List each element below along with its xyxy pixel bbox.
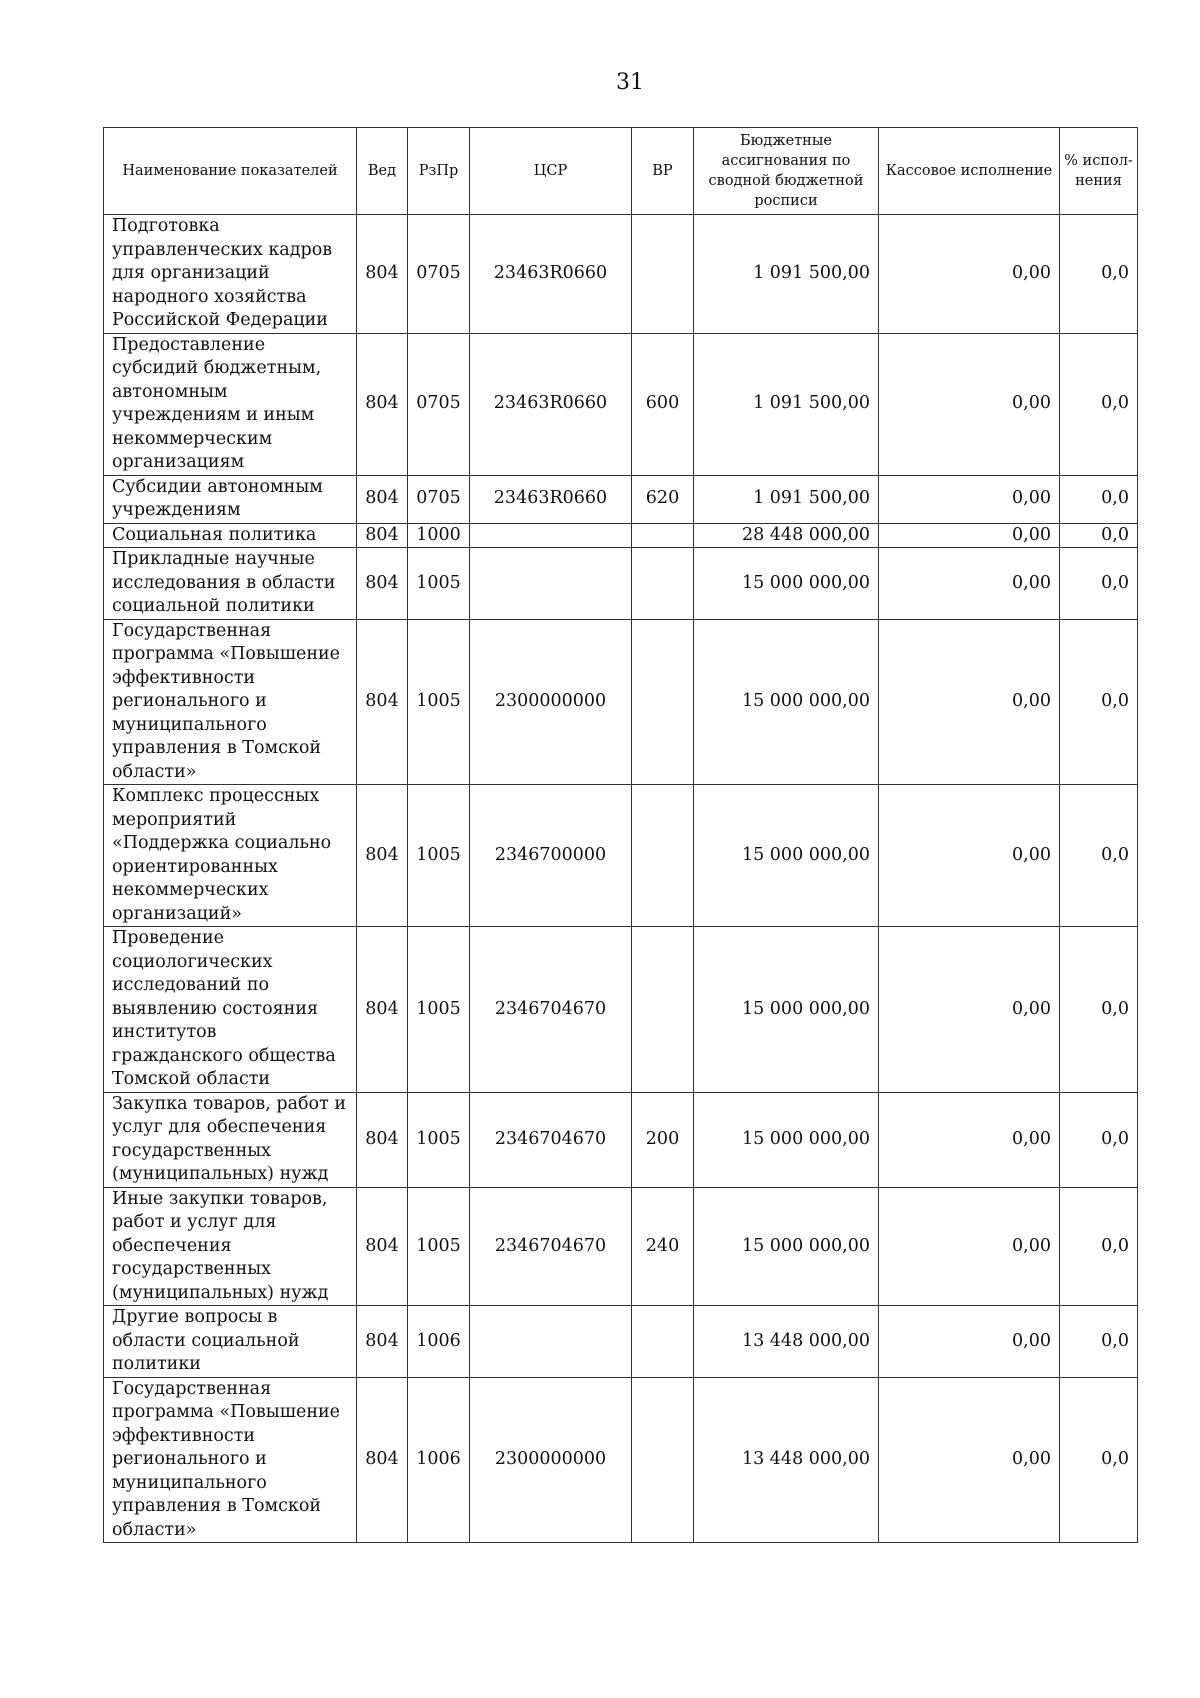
row-percent: 0,0 — [1060, 548, 1138, 620]
row-percent: 0,0 — [1060, 1377, 1138, 1543]
header-vr: ВР — [632, 128, 694, 215]
row-ved: 804 — [357, 475, 408, 523]
row-name: Комплекс процессных мероприятий «Поддержка социально ориентированных некоммерческих организаций» — [104, 785, 357, 927]
row-budget: 13 448 000,00 — [694, 1306, 879, 1378]
row-name: Предоставление субсидий бюджетным, автономным учреждениям и иным некоммерческим организациям — [104, 333, 357, 475]
row-cash: 0,00 — [879, 1092, 1060, 1187]
row-name: Прикладные научные исследования в области социальной политики — [104, 548, 357, 620]
row-cash: 0,00 — [879, 548, 1060, 620]
row-name: Государственная программа «Повышение эффективности регионального и муниципального управления в Томской области» — [104, 1377, 357, 1543]
row-csr: 2300000000 — [470, 1377, 632, 1543]
row-rzpr: 1006 — [408, 1306, 470, 1378]
row-name: Иные закупки товаров, работ и услуг для обеспечения государственных (муниципальных) нужд — [104, 1187, 357, 1306]
row-percent: 0,0 — [1060, 619, 1138, 785]
row-cash: 0,00 — [879, 1377, 1060, 1543]
row-budget: 15 000 000,00 — [694, 1187, 879, 1306]
row-cash: 0,00 — [879, 475, 1060, 523]
row-csr — [470, 548, 632, 620]
row-ved: 804 — [357, 333, 408, 475]
row-vr — [632, 1306, 694, 1378]
table-row — [104, 548, 1138, 620]
row-budget: 15 000 000,00 — [694, 785, 879, 927]
row-csr: 2346700000 — [470, 785, 632, 927]
table-row — [104, 215, 1138, 334]
row-percent: 0,0 — [1060, 1306, 1138, 1378]
row-rzpr: 1006 — [408, 1377, 470, 1543]
row-budget: 15 000 000,00 — [694, 548, 879, 620]
row-budget: 15 000 000,00 — [694, 1092, 879, 1187]
row-percent: 0,0 — [1060, 523, 1138, 548]
table-header-row — [104, 128, 1138, 215]
budget-execution-table — [103, 127, 1138, 1543]
row-vr — [632, 1377, 694, 1543]
row-ved: 804 — [357, 785, 408, 927]
row-cash: 0,00 — [879, 215, 1060, 334]
row-percent: 0,0 — [1060, 333, 1138, 475]
row-cash: 0,00 — [879, 1187, 1060, 1306]
row-ved: 804 — [357, 927, 408, 1093]
row-ved: 804 — [357, 548, 408, 620]
row-rzpr: 0705 — [408, 215, 470, 334]
table-row — [104, 523, 1138, 548]
row-vr — [632, 927, 694, 1093]
table-row — [104, 1092, 1138, 1187]
row-cash: 0,00 — [879, 619, 1060, 785]
table-row — [104, 475, 1138, 523]
row-rzpr: 1005 — [408, 785, 470, 927]
row-rzpr: 0705 — [408, 333, 470, 475]
row-percent: 0,0 — [1060, 1092, 1138, 1187]
row-ved: 804 — [357, 1306, 408, 1378]
row-budget: 1 091 500,00 — [694, 475, 879, 523]
header-name: Наименование показателей — [104, 128, 357, 215]
row-ved: 804 — [357, 1187, 408, 1306]
row-csr: 23463R0660 — [470, 215, 632, 334]
row-percent: 0,0 — [1060, 927, 1138, 1093]
row-budget: 1 091 500,00 — [694, 333, 879, 475]
row-name: Государственная программа «Повышение эффективности регионального и муниципального управления в Томской области» — [104, 619, 357, 785]
row-budget: 28 448 000,00 — [694, 523, 879, 548]
table-row — [104, 333, 1138, 475]
header-ved: Вед — [357, 128, 408, 215]
row-rzpr: 1005 — [408, 1092, 470, 1187]
row-csr: 2346704670 — [470, 1187, 632, 1306]
row-vr — [632, 619, 694, 785]
row-percent: 0,0 — [1060, 1187, 1138, 1306]
header-csr: ЦСР — [470, 128, 632, 215]
row-cash: 0,00 — [879, 523, 1060, 548]
row-name: Другие вопросы в области социальной политики — [104, 1306, 357, 1378]
table-row — [104, 1377, 1138, 1543]
row-rzpr: 1005 — [408, 1187, 470, 1306]
row-csr: 23463R0660 — [470, 333, 632, 475]
row-name: Социальная политика — [104, 523, 357, 548]
row-ved: 804 — [357, 215, 408, 334]
row-csr: 2346704670 — [470, 927, 632, 1093]
row-name: Подготовка управленческих кадров для организаций народного хозяйства Российской Федерации — [104, 215, 357, 334]
row-csr: 2300000000 — [470, 619, 632, 785]
row-cash: 0,00 — [879, 1306, 1060, 1378]
row-vr: 620 — [632, 475, 694, 523]
row-percent: 0,0 — [1060, 785, 1138, 927]
row-budget: 13 448 000,00 — [694, 1377, 879, 1543]
row-vr — [632, 785, 694, 927]
row-rzpr: 1005 — [408, 927, 470, 1093]
header-cash-execution: Кассовое исполнение — [879, 128, 1060, 215]
row-cash: 0,00 — [879, 333, 1060, 475]
row-percent: 0,0 — [1060, 215, 1138, 334]
row-vr: 200 — [632, 1092, 694, 1187]
row-rzpr: 1000 — [408, 523, 470, 548]
row-vr: 600 — [632, 333, 694, 475]
header-execution-percent: % испол- нения — [1060, 128, 1138, 215]
row-vr — [632, 548, 694, 620]
row-rzpr: 0705 — [408, 475, 470, 523]
row-name: Проведение социологических исследований по выявлению состояния институтов гражданского общества Томской области — [104, 927, 357, 1093]
row-cash: 0,00 — [879, 785, 1060, 927]
row-name: Закупка товаров, работ и услуг для обеспечения государственных (муниципальных) нужд — [104, 1092, 357, 1187]
table-row — [104, 1187, 1138, 1306]
header-budget-allocations: Бюджетные ассигнования по сводной бюджетной росписи — [694, 128, 879, 215]
row-ved: 804 — [357, 619, 408, 785]
row-ved: 804 — [357, 1092, 408, 1187]
row-rzpr: 1005 — [408, 548, 470, 620]
row-percent: 0,0 — [1060, 475, 1138, 523]
row-vr: 240 — [632, 1187, 694, 1306]
row-csr — [470, 523, 632, 548]
table-row — [104, 1306, 1138, 1378]
header-rzpr: РзПр — [408, 128, 470, 215]
row-vr — [632, 215, 694, 334]
row-budget: 1 091 500,00 — [694, 215, 879, 334]
table-row — [104, 927, 1138, 1093]
row-vr — [632, 523, 694, 548]
row-csr: 2346704670 — [470, 1092, 632, 1187]
row-csr — [470, 1306, 632, 1378]
row-budget: 15 000 000,00 — [694, 927, 879, 1093]
page-number: 31 — [616, 70, 644, 95]
table-row — [104, 619, 1138, 785]
row-budget: 15 000 000,00 — [694, 619, 879, 785]
row-ved: 804 — [357, 1377, 408, 1543]
row-rzpr: 1005 — [408, 619, 470, 785]
table-row — [104, 785, 1138, 927]
row-name: Субсидии автономным учреждениям — [104, 475, 357, 523]
row-cash: 0,00 — [879, 927, 1060, 1093]
row-csr: 23463R0660 — [470, 475, 632, 523]
row-ved: 804 — [357, 523, 408, 548]
